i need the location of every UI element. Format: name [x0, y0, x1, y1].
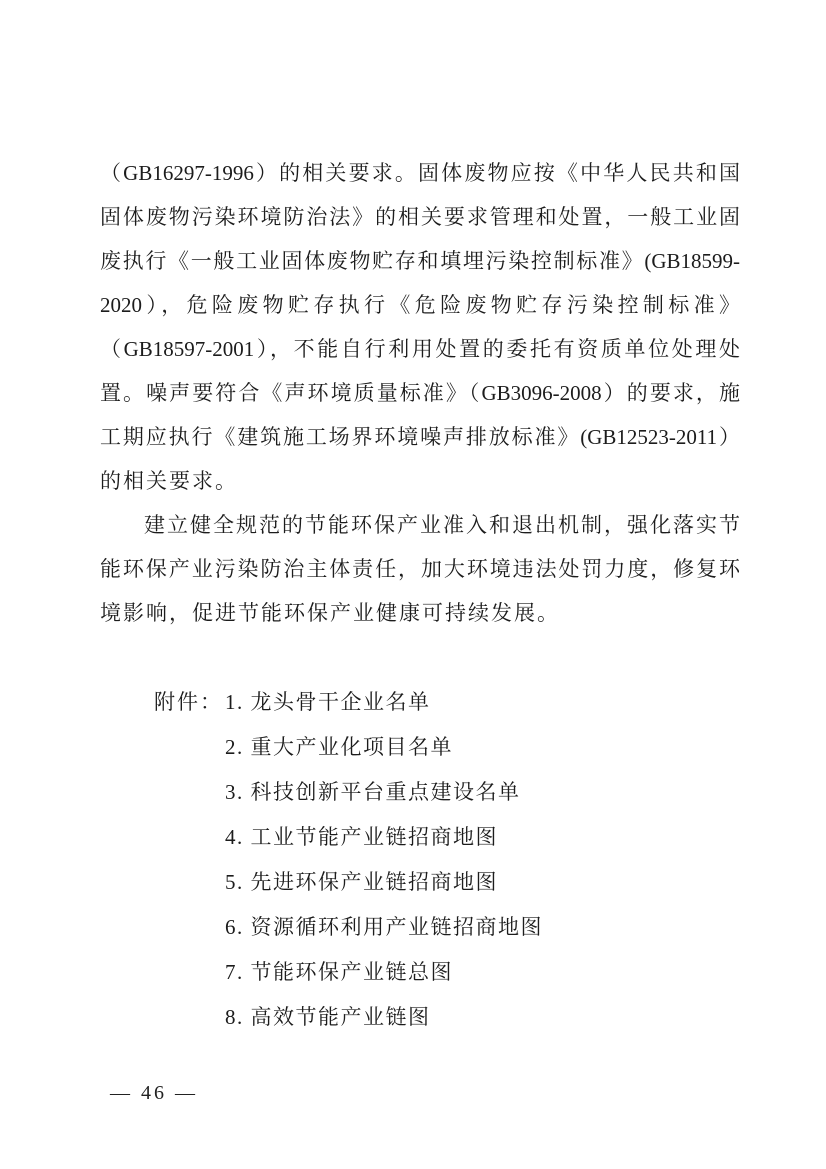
paragraph1-line: （GB16297-1996）的相关要求。固体废物应按《中华人民共和国: [100, 161, 740, 185]
attachment-item: 5. 先进环保产业链招商地图: [225, 870, 498, 894]
paragraph1-line: 固体废物污染环境防治法》的相关要求管理和处置，一般工业固: [100, 205, 740, 229]
attachment-item: 4. 工业节能产业链招商地图: [225, 825, 498, 849]
attachment-item: 7. 节能环保产业链总图: [225, 960, 453, 984]
attachment-item: 6. 资源循环利用产业链招商地图: [225, 915, 543, 939]
paragraph2-line: 建立健全规范的节能环保产业准入和退出机制，强化落实节: [144, 513, 740, 537]
attachments-section: [100, 680, 740, 1040]
paragraph1-line: （GB18597-2001），不能自行利用处置的委托有资质单位处理处: [100, 337, 740, 361]
paragraph1-line: 工期应执行《建筑施工场界环境噪声排放标准》(GB12523-2011）: [100, 425, 740, 449]
paragraph2-line: 能环保产业污染防治主体责任，加大环境违法处罚力度，修复环: [100, 557, 740, 581]
page-number: — 46 —: [110, 1082, 198, 1104]
attachment-item: 8. 高效节能产业链图: [225, 1005, 431, 1029]
paragraph2-line: 境影响，促进节能环保产业健康可持续发展。: [100, 601, 560, 625]
attachments-label: 附件：: [154, 690, 223, 714]
attachment-item: 3. 科技创新平台重点建设名单: [225, 780, 521, 804]
paragraph1-line: 的相关要求。: [100, 469, 238, 493]
attachment-item: 1. 龙头骨干企业名单: [225, 690, 431, 714]
paragraph1-line: 2020），危险废物贮存执行《危险废物贮存污染控制标准》: [100, 293, 740, 317]
attachment-item: 2. 重大产业化项目名单: [225, 735, 453, 759]
paragraph1-line: 废执行《一般工业固体废物贮存和填埋污染控制标准》(GB18599-: [100, 249, 740, 273]
paragraph1-line: 置。噪声要符合《声环境质量标准》（GB3096-2008）的要求，施: [100, 381, 740, 405]
attachments-list: [225, 680, 543, 1040]
body-text-block: [100, 151, 740, 635]
